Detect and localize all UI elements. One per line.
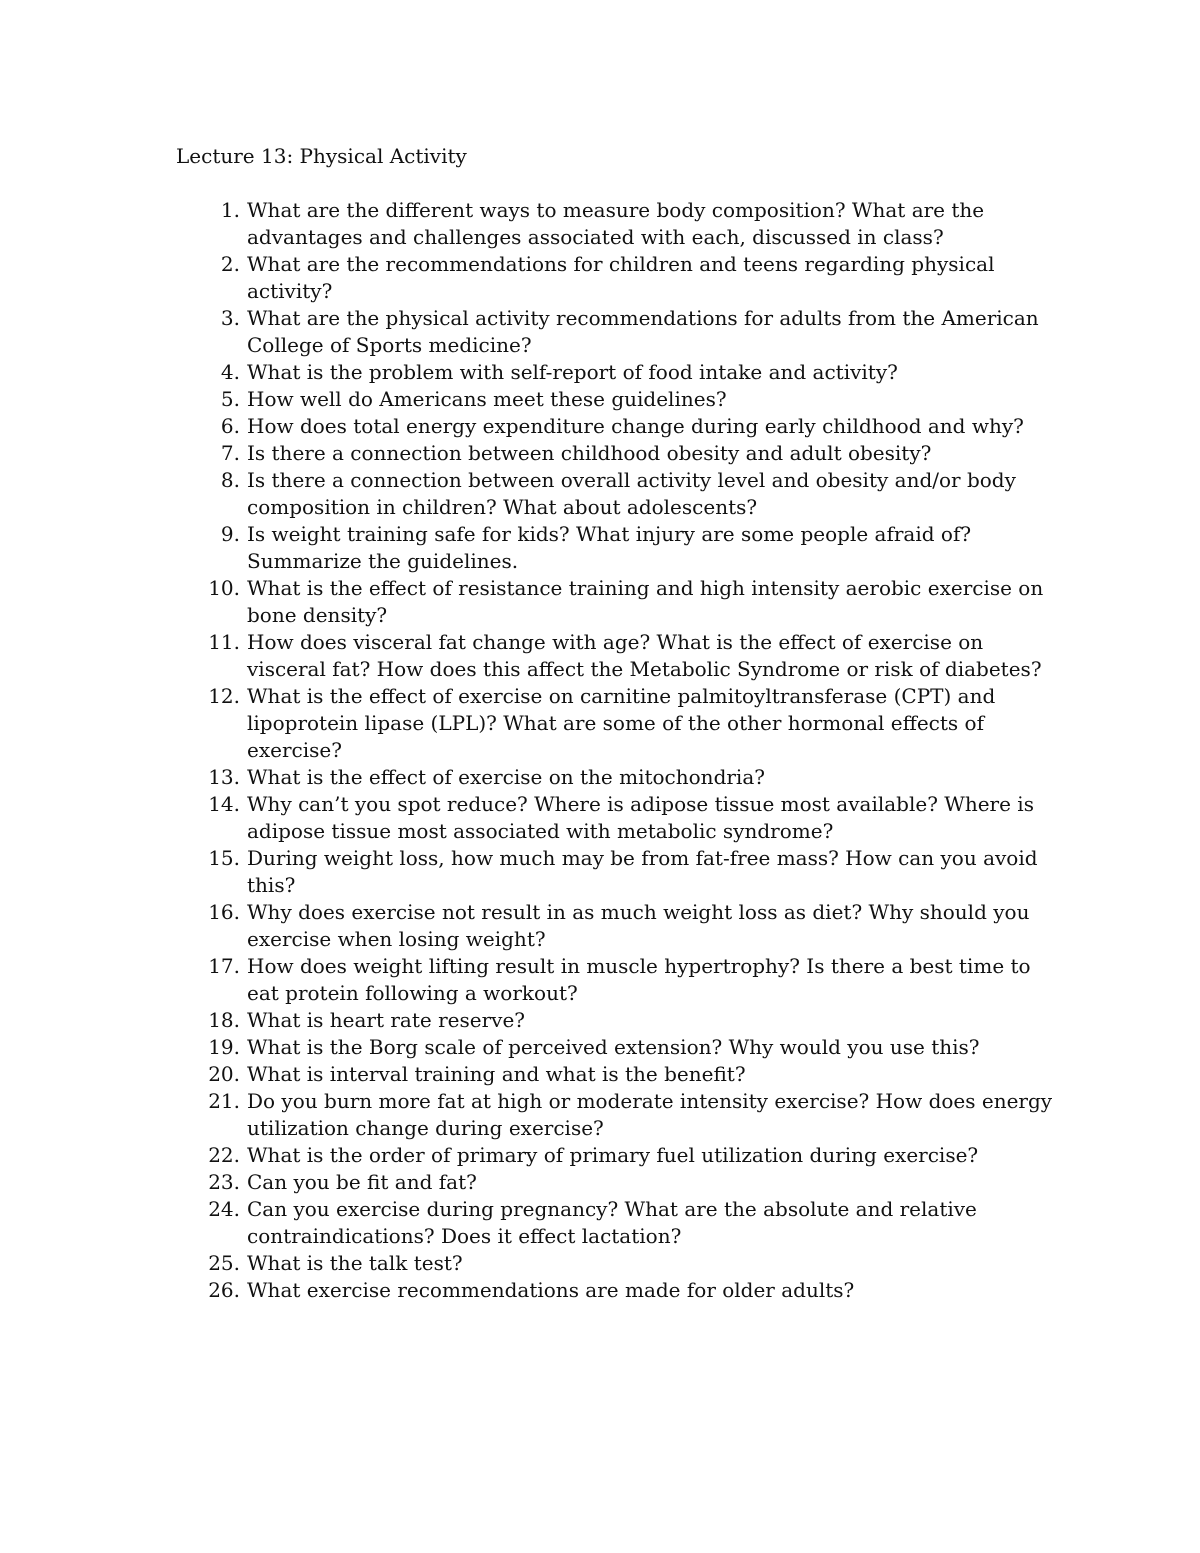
question-text: What is heart rate reserve? [247, 1008, 525, 1032]
question-text: What is the Borg scale of perceived extension? Why would you use this? [247, 1035, 980, 1059]
question-number: 26. [208, 1278, 240, 1302]
question-item [0, 305, 1060, 359]
question-text: Why does exercise not result in as much weight loss as diet? Why should you exercise when losing weight? [247, 900, 1030, 951]
question-item [0, 1250, 1060, 1277]
question-number: 14. [208, 792, 240, 816]
question-item [0, 1196, 1060, 1250]
question-item [0, 521, 1060, 575]
question-number: 16. [208, 900, 240, 924]
question-text: What is the effect of resistance training and high intensity aerobic exercise on bone density? [247, 576, 1044, 627]
question-item [0, 386, 1060, 413]
question-item [0, 1142, 1060, 1169]
question-item [0, 197, 1060, 251]
question-number: 13. [208, 765, 240, 789]
question-number: 3. [220, 306, 240, 330]
question-number: 10. [208, 576, 240, 600]
question-number: 23. [208, 1170, 240, 1194]
question-item [0, 791, 1060, 845]
question-item [0, 1061, 1060, 1088]
question-number: 5. [220, 387, 240, 411]
question-text: What exercise recommendations are made for older adults? [247, 1278, 855, 1302]
question-number: 22. [208, 1143, 240, 1167]
question-number: 17. [208, 954, 240, 978]
question-item [0, 683, 1060, 764]
question-text: What is the problem with self-report of food intake and activity? [247, 360, 898, 384]
question-item [0, 1277, 1060, 1304]
question-text: What is the talk test? [247, 1251, 463, 1275]
question-number: 15. [208, 846, 240, 870]
question-text: Do you burn more fat at high or moderate intensity exercise? How does energy utilization change during exercise? [247, 1089, 1053, 1140]
question-item [0, 1034, 1060, 1061]
question-item [0, 359, 1060, 386]
question-text: Is there a connection between childhood obesity and adult obesity? [247, 441, 932, 465]
question-item [0, 413, 1060, 440]
question-text: What are the different ways to measure body composition? What are the advantages and challenges associated with each, discussed in class? [247, 198, 985, 249]
question-text: Can you be fit and fat? [247, 1170, 477, 1194]
question-item [0, 953, 1060, 1007]
question-text: During weight loss, how much may be from fat-free mass? How can you avoid this? [247, 846, 1038, 897]
question-text: What is the effect of exercise on the mitochondria? [247, 765, 765, 789]
question-text: How does weight lifting result in muscle hypertrophy? Is there a best time to eat protein following a workout? [247, 954, 1031, 1005]
question-item [0, 1007, 1060, 1034]
question-item [0, 764, 1060, 791]
question-text: Why can’t you spot reduce? Where is adipose tissue most available? Where is adipose tissue most associated with metabolic syndrome? [247, 792, 1034, 843]
question-text: How well do Americans meet these guidelines? [247, 387, 727, 411]
document-title: Lecture 13: Physical Activity [176, 144, 467, 168]
question-number: 2. [220, 252, 240, 276]
question-item [0, 440, 1060, 467]
question-number: 19. [208, 1035, 240, 1059]
question-text: What is the order of primary of primary fuel utilization during exercise? [247, 1143, 979, 1167]
question-text: Can you exercise during pregnancy? What are the absolute and relative contraindications? Does it effect lactation? [247, 1197, 977, 1248]
question-list [0, 197, 1060, 1304]
question-text: Is there a connection between overall activity level and obesity and/or body composition in children? What about adolescents? [247, 468, 1016, 519]
question-number: 4. [220, 360, 240, 384]
question-number: 9. [220, 522, 240, 546]
question-number: 1. [220, 198, 240, 222]
question-number: 7. [220, 441, 240, 465]
question-number: 11. [208, 630, 240, 654]
question-text: What are the recommendations for children and teens regarding physical activity? [247, 252, 995, 303]
question-text: What is the effect of exercise on carnitine palmitoyltransferase (CPT) and lipoprotein lipase (LPL)? What are some of the other hormonal effects of exercise? [247, 684, 996, 762]
question-number: 18. [208, 1008, 240, 1032]
question-number: 20. [208, 1062, 240, 1086]
question-text: Is weight training safe for kids? What injury are some people afraid of? Summarize the guidelines. [247, 522, 972, 573]
question-text: What is interval training and what is the benefit? [247, 1062, 746, 1086]
question-text: What are the physical activity recommendations for adults from the American College of Sports medicine? [247, 306, 1039, 357]
question-number: 24. [208, 1197, 240, 1221]
question-item [0, 467, 1060, 521]
question-item [0, 899, 1060, 953]
question-number: 12. [208, 684, 240, 708]
question-item [0, 629, 1060, 683]
question-item [0, 1169, 1060, 1196]
question-item [0, 575, 1060, 629]
question-text: How does visceral fat change with age? What is the effect of exercise on visceral fat? How does this affect the Metabolic Syndrome or risk of diabetes? [247, 630, 1042, 681]
question-number: 21. [208, 1089, 240, 1113]
question-number: 6. [220, 414, 240, 438]
question-text: How does total energy expenditure change during early childhood and why? [247, 414, 1024, 438]
question-number: 8. [220, 468, 240, 492]
question-item [0, 1088, 1060, 1142]
question-item [0, 845, 1060, 899]
question-item [0, 251, 1060, 305]
question-number: 25. [208, 1251, 240, 1275]
